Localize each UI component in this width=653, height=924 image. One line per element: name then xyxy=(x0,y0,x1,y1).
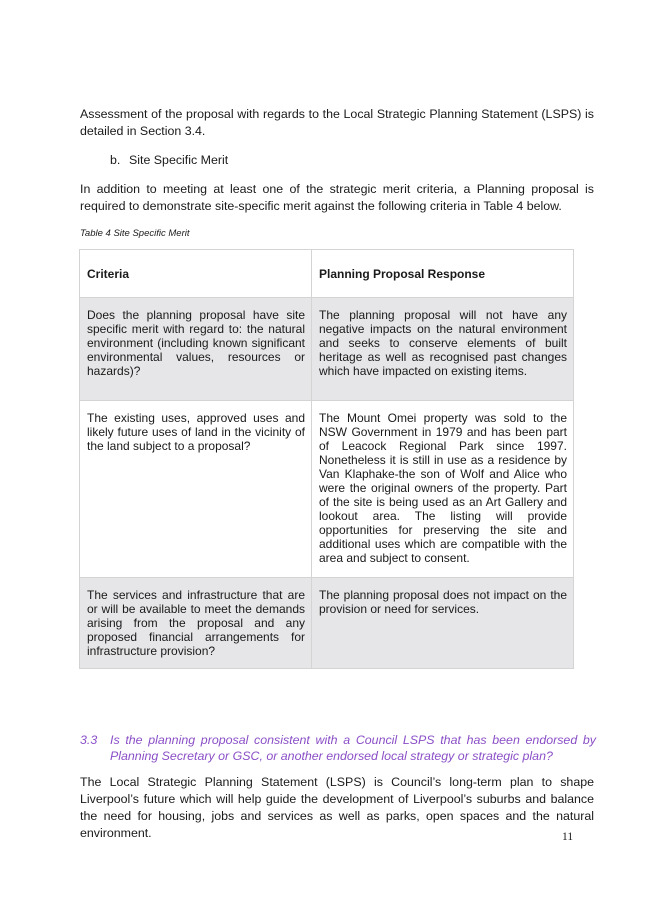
page-number: 11 xyxy=(562,831,574,843)
response-cell: The planning proposal will not have any negative impacts on the natural environment and seeks to conserve elements of built heritage as well as recognised past changes which have impacted on existing items. xyxy=(312,298,574,401)
header-criteria: Criteria xyxy=(80,250,312,298)
table-row xyxy=(80,401,574,578)
lead-paragraph: In addition to meeting at least one of the strategic merit criteria, a Planning proposal is required to demonstrate site-specific merit against the following criteria in Table 4 below. xyxy=(80,182,594,213)
section-number: 3.3 xyxy=(80,733,98,747)
table-header-row xyxy=(80,250,574,298)
table-row xyxy=(80,298,574,401)
criteria-cell: The existing uses, approved uses and likely future uses of land in the vicinity of the land subject to a proposal? xyxy=(80,401,312,578)
response-cell: The Mount Omei property was sold to the NSW Government in 1979 and has been part of Leacock Regional Park since 1997. Nonetheless it is still in use as a residence by Van Klaphake-the son of Wolf and Alice who were the original owners of the property. Part of the site is being used as an Art Gallery and lookout area. The listing will provide opportunities for preserving the site and additional uses which are compatible with the area and subject to consent. xyxy=(312,401,574,578)
criteria-cell: The services and infrastructure that are or will be available to meet the demands arising from the proposal and any proposed financial arrangements for infrastructure provision? xyxy=(80,578,312,669)
site-merit-table xyxy=(79,249,574,669)
header-response: Planning Proposal Response xyxy=(312,250,574,298)
subheading-text: Site Specific Merit xyxy=(129,153,229,167)
table-caption: Table 4 Site Specific Merit xyxy=(80,228,190,239)
response-cell: The planning proposal does not impact on the provision or need for services. xyxy=(312,578,574,669)
section-heading xyxy=(80,732,596,764)
subheading xyxy=(110,152,228,169)
intro-paragraph: Assessment of the proposal with regards to the Local Strategic Planning Statement (LSPS) is detailed in Section 3.4. xyxy=(80,107,594,138)
section-heading-text: Is the planning proposal consistent with a Council LSPS that has been endorsed by Planning Secretary or GSC, or another endorsed local strategy or strategic plan? xyxy=(110,733,596,763)
criteria-cell: Does the planning proposal have site specific merit with regard to: the natural environment (including known significant environmental values, resources or hazards)? xyxy=(80,298,312,401)
subheading-letter: b. xyxy=(110,153,121,167)
table-row xyxy=(80,578,574,669)
closing-paragraph: The Local Strategic Planning Statement (LSPS) is Council’s long-term plan to shape Liverpool’s future which will help guide the development of Liverpool’s suburbs and balance the need for housing, jobs and services as well as parks, open spaces and the natural environment. xyxy=(80,775,594,840)
